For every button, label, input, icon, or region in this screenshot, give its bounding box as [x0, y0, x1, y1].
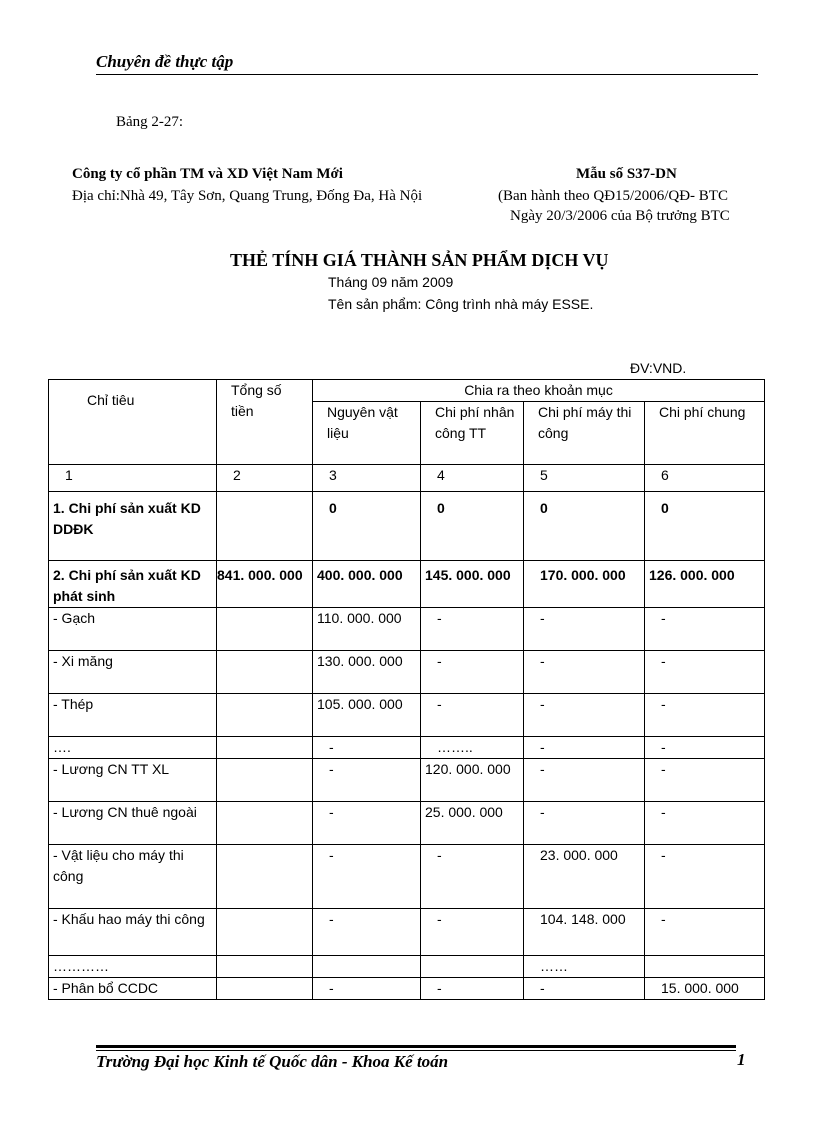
footer-rule-thick	[96, 1045, 736, 1048]
col-number: 6	[645, 465, 765, 492]
table-row	[49, 909, 765, 956]
row-value: -	[645, 694, 765, 737]
row-value: 23. 000. 000	[524, 845, 645, 909]
row-value: -	[524, 759, 645, 802]
row-value: -	[313, 845, 421, 909]
form-issued-line2: Ngày 20/3/2006 của Bộ trưởng BTC	[510, 208, 730, 224]
currency-unit: ĐV:VND.	[630, 360, 687, 376]
row-total	[217, 845, 313, 909]
row-value: 120. 000. 000	[421, 759, 524, 802]
row-value: 15. 000. 000	[645, 978, 765, 1000]
row-value: -	[645, 759, 765, 802]
row-value: 145. 000. 000	[421, 561, 524, 608]
row-label: - Khấu hao máy thi công	[49, 909, 217, 956]
row-value	[421, 956, 524, 978]
table-row	[49, 492, 765, 561]
form-issued-line1: (Ban hành theo QĐ15/2006/QĐ- BTC	[498, 188, 728, 204]
header-tong-so-tien: Tổng số tiền	[217, 380, 313, 465]
col-number: 2	[217, 465, 313, 492]
running-footer: Trường Đại học Kinh tế Quốc dân - Khoa Kế toán	[96, 1052, 449, 1071]
row-total	[217, 956, 313, 978]
table-row	[49, 978, 765, 1000]
row-value: 170. 000. 000	[524, 561, 645, 608]
row-value: -	[313, 759, 421, 802]
row-label: 2. Chi phí sản xuất KD phát sinh	[49, 561, 217, 608]
row-total	[217, 759, 313, 802]
row-value: -	[645, 608, 765, 651]
row-value: ……..	[421, 737, 524, 759]
row-value: -	[421, 845, 524, 909]
row-value: -	[421, 978, 524, 1000]
col-number: 5	[524, 465, 645, 492]
row-total	[217, 651, 313, 694]
row-value: 130. 000. 000	[313, 651, 421, 694]
row-label: ….	[49, 737, 217, 759]
company-address: Địa chỉ:Nhà 49, Tây Sơn, Quang Trung, Đống Đa, Hà Nội	[72, 188, 423, 204]
table-row	[49, 759, 765, 802]
header-chi-tieu: Chỉ tiêu	[49, 380, 217, 465]
cost-table	[48, 379, 765, 1000]
row-total	[217, 492, 313, 561]
header-nhan-cong: Chi phí nhân công TT	[421, 402, 524, 465]
header-rule	[96, 74, 758, 75]
row-value: -	[313, 978, 421, 1000]
company-name: Công ty cổ phần TM và XD Việt Nam Mới	[72, 166, 343, 182]
row-value: -	[524, 651, 645, 694]
row-total	[217, 694, 313, 737]
form-number: Mẫu số S37-DN	[576, 166, 677, 182]
row-value: 104. 148. 000	[524, 909, 645, 956]
row-total	[217, 802, 313, 845]
row-label: - Phân bổ CCDC	[49, 978, 217, 1000]
table-row	[49, 845, 765, 909]
col-number: 4	[421, 465, 524, 492]
header-group: Chia ra theo khoản mục	[313, 380, 765, 402]
row-value	[313, 956, 421, 978]
row-value: -	[313, 802, 421, 845]
row-value: -	[645, 802, 765, 845]
row-value: -	[524, 608, 645, 651]
row-value: 105. 000. 000	[313, 694, 421, 737]
running-header: Chuyên đề thực tập	[96, 52, 234, 71]
table-row	[49, 651, 765, 694]
col-number: 3	[313, 465, 421, 492]
row-value: -	[421, 608, 524, 651]
header-chi-phi-chung: Chi phí chung	[645, 402, 765, 465]
table-row	[49, 956, 765, 978]
row-label: - Lương CN TT XL	[49, 759, 217, 802]
row-label: 1. Chi phí sản xuất KD DDĐK	[49, 492, 217, 561]
row-label: - Thép	[49, 694, 217, 737]
row-label: - Lương CN thuê ngoài	[49, 802, 217, 845]
page-number: 1	[737, 1050, 746, 1069]
row-total	[217, 608, 313, 651]
table-row	[49, 608, 765, 651]
row-value: 0	[421, 492, 524, 561]
row-label: - Vật liệu cho máy thi công	[49, 845, 217, 909]
row-value: -	[524, 978, 645, 1000]
row-value: -	[524, 737, 645, 759]
row-total	[217, 909, 313, 956]
table-row	[49, 737, 765, 759]
col-number: 1	[49, 465, 217, 492]
row-value: 25. 000. 000	[421, 802, 524, 845]
table-label: Bảng 2-27:	[116, 114, 184, 130]
row-value: -	[645, 845, 765, 909]
row-value: 400. 000. 000	[313, 561, 421, 608]
row-label: …………	[49, 956, 217, 978]
month-line: Tháng 09 năm 2009	[328, 274, 454, 290]
row-value: ……	[524, 956, 645, 978]
row-value: 126. 000. 000	[645, 561, 765, 608]
row-total: 841. 000. 000	[217, 561, 313, 608]
row-value: 110. 000. 000	[313, 608, 421, 651]
table-row	[49, 802, 765, 845]
table-row	[49, 561, 765, 608]
row-value: -	[645, 651, 765, 694]
row-value: -	[313, 909, 421, 956]
header-may-thi-cong: Chi phí máy thi công	[524, 402, 645, 465]
row-value: -	[421, 909, 524, 956]
row-label: - Xi măng	[49, 651, 217, 694]
document-title: THẺ TÍNH GIÁ THÀNH SẢN PHẨM DỊCH VỤ	[230, 250, 609, 270]
row-value: 0	[645, 492, 765, 561]
row-value: -	[524, 694, 645, 737]
row-value: -	[524, 802, 645, 845]
footer-rule-thin	[96, 1050, 736, 1051]
product-line: Tên sản phẩm: Công trình nhà máy ESSE.	[328, 296, 594, 312]
table-row	[49, 694, 765, 737]
row-label: - Gạch	[49, 608, 217, 651]
header-nguyen-vat-lieu: Nguyên vật liệu	[313, 402, 421, 465]
row-total	[217, 978, 313, 1000]
row-value: -	[421, 651, 524, 694]
row-value: -	[645, 737, 765, 759]
row-value: 0	[313, 492, 421, 561]
row-value	[645, 956, 765, 978]
row-value: -	[421, 694, 524, 737]
row-total	[217, 737, 313, 759]
column-number-row	[49, 465, 765, 492]
row-value: 0	[524, 492, 645, 561]
row-value: -	[645, 909, 765, 956]
row-value: -	[313, 737, 421, 759]
